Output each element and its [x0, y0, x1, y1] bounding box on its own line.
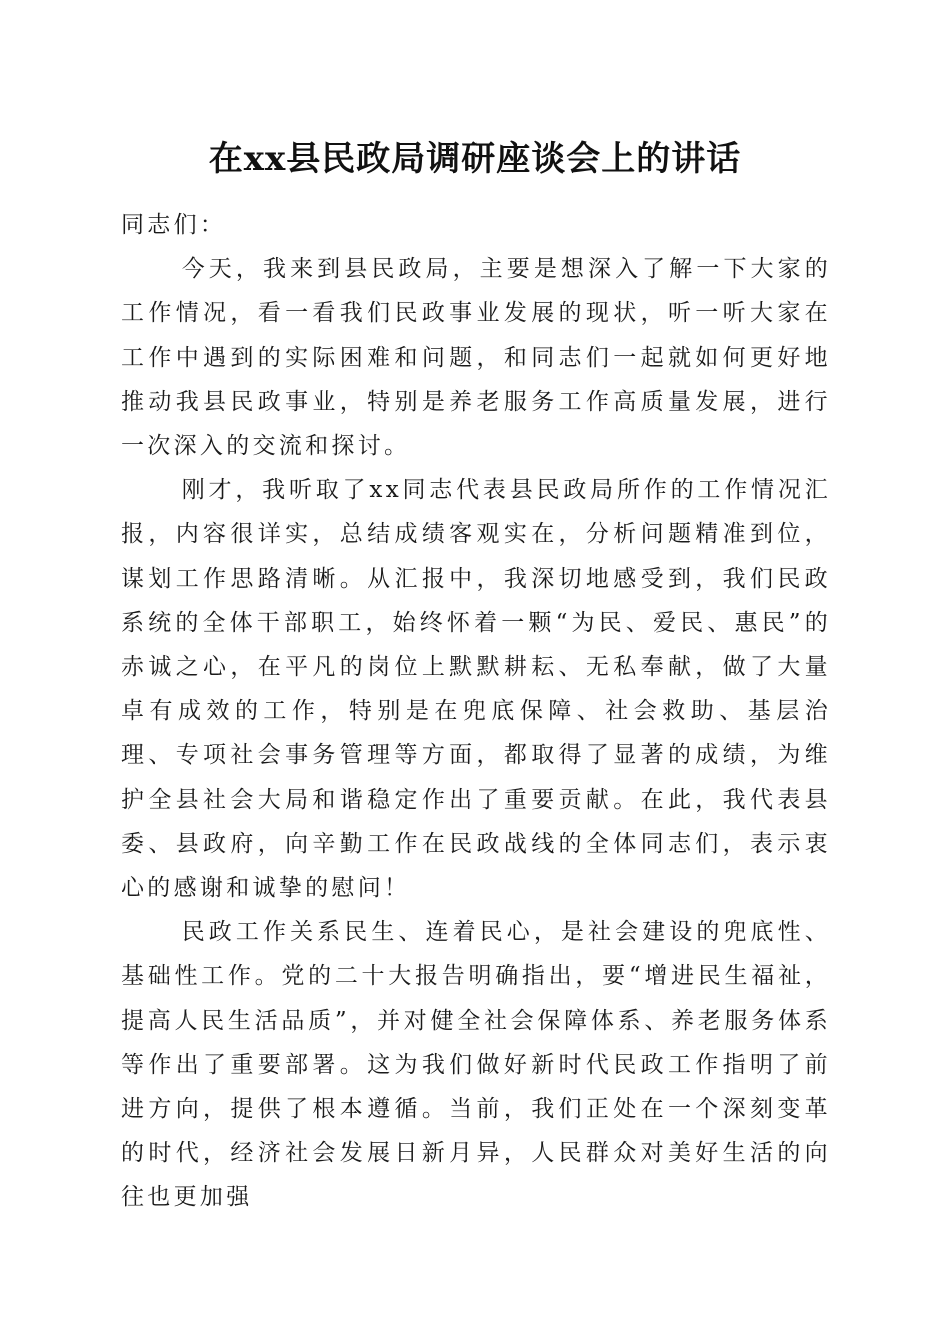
document-body	[121, 203, 831, 1220]
paragraph-1: 今天，我来到县民政局，主要是想深入了解一下大家的工作情况，看一看我们民政事业发展的现状，听一听大家在工作中遇到的实际困难和问题，和同志们一起就如何更好地推动我县民政事业，特别是养老服务工作高质量发展，进行一次深入的交流和探讨。	[121, 256, 831, 460]
salutation: 同志们：	[121, 212, 227, 238]
paragraph-3: 民政工作关系民生、连着民心，是社会建设的兜底性、基础性工作。党的二十大报告明确指出，要“增进民生福祉，提高人民生活品质”，并对健全社会保障体系、养老服务体系等作出了重要部署。这为我们做好新时代民政工作指明了前进方向，提供了根本遵循。当前，我们正处在一个深刻变革的时代，经济社会发展日新月异，人民群众对美好生活的向往也更加强	[121, 919, 831, 1211]
paragraph-2: 刚才，我听取了xx同志代表县民政局所作的工作情况汇报，内容很详实，总结成绩客观实在，分析问题精准到位，谋划工作思路清晰。从汇报中，我深切地感受到，我们民政系统的全体干部职工，始终怀着一颗“为民、爱民、惠民”的赤诚之心，在平凡的岗位上默默耕耘、无私奉献，做了大量卓有成效的工作，特别是在兜底保障、社会救助、基层治理、专项社会事务管理等方面，都取得了显著的成绩，为维护全县社会大局和谐稳定作出了重要贡献。在此，我代表县委、县政府，向辛勤工作在民政战线的全体同志们，表示衷心的感谢和诚挚的慰问！	[121, 477, 831, 902]
document-title: 在xx县民政局调研座谈会上的讲话	[208, 139, 742, 179]
